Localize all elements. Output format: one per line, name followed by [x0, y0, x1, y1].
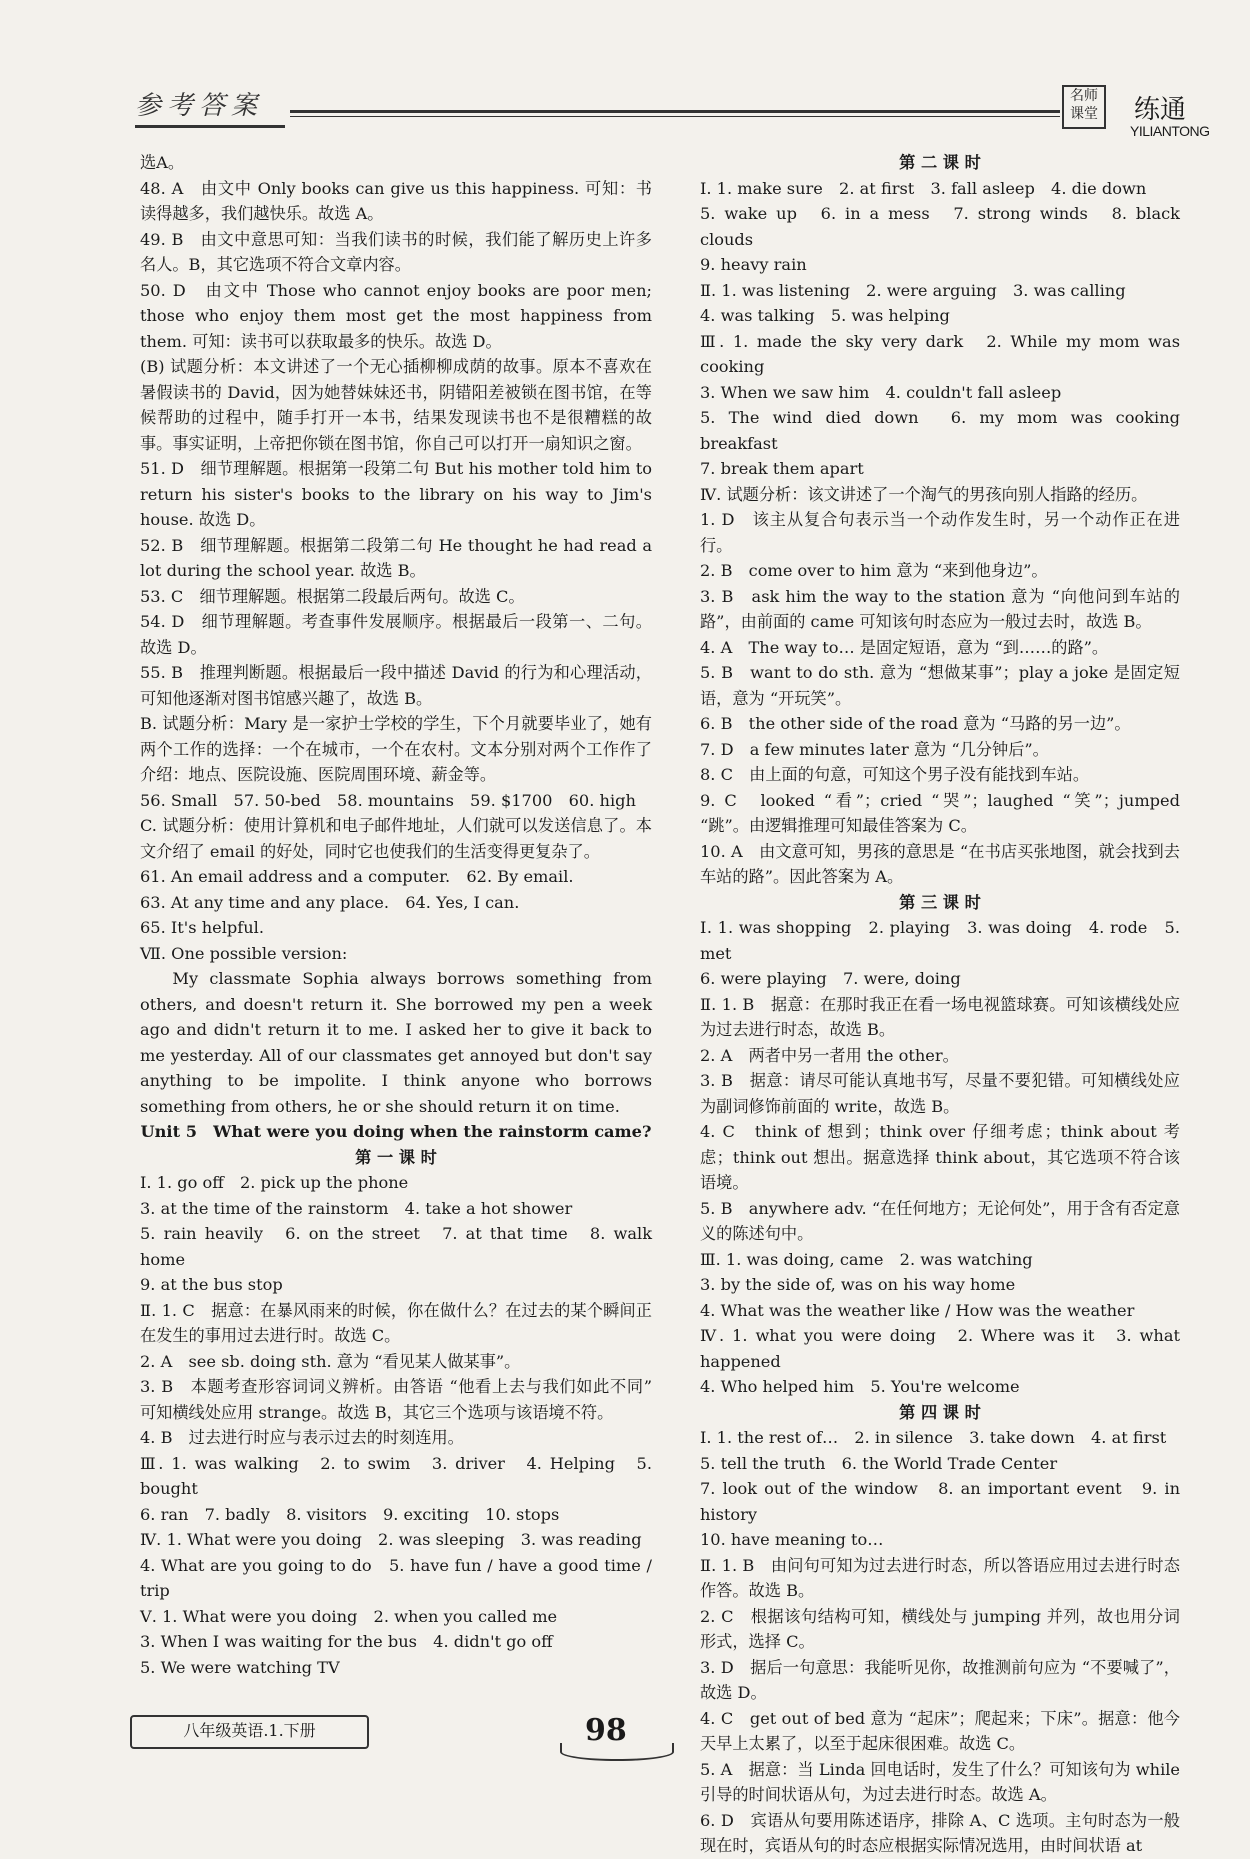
answer-line: 61. An email address and a computer. 62. By email. [140, 867, 574, 886]
answer-line: Ⅶ. One possible version: [140, 943, 348, 963]
answer-line: 5. B want to do sth. 意为 “想做某事”；play a joke 是固定短语，意为 “开玩笑”。 [700, 663, 1180, 708]
answer-line: 6. B the other side of the road 意为 “马路的另一边”。 [700, 714, 1131, 733]
answer-line: 9. at the bus stop [140, 1275, 283, 1294]
answer-line: Ⅰ. 1. the rest of… 2. in silence 3. take down 4. at first [700, 1428, 1167, 1447]
right-column [700, 150, 1180, 1859]
answer-line: 3. When we saw him 4. couldn't fall asleep [700, 382, 1062, 402]
answer-line: 2. C 根据该句结构可知，横线处与 jumping 并列，故也用分词形式，选择 C。 [700, 1606, 1180, 1651]
answer-line: 9. C looked “看”；cried “哭”；laughed “笑”；jumped “跳”。由逻辑推理可知最佳答案为 C。 [700, 790, 1180, 835]
answer-line: 4. A The way to… 是固定短语，意为 “到……的路”。 [700, 637, 1109, 657]
book-title: 八年级英语.1.下册 [130, 1715, 369, 1749]
answer-line: 55. B 推理判断题。根据最后一段中描述 David 的行为和心理活动，可知他逐渐对图书馆感兴趣了，故选 B。 [140, 663, 652, 708]
answer-line: 3. B 据意：请尽可能认真地书写，尽量不要犯错。可知横线处应为副词修饰前面的 write，故选 B。 [700, 1071, 1180, 1116]
answer-line: 5. B anywhere adv. “在任何地方；无论何处”，用于含有否定意义的陈述句中。 [700, 1198, 1180, 1243]
answer-line: 3. B 本题考查形容词词义辨析。由答语 “他看上去与我们如此不同” 可知横线处应用 strange。故选 B，其它三个选项与该语境不符。 [140, 1377, 652, 1422]
answer-line: C. 试题分析：使用计算机和电子邮件地址，人们就可以发送信息了。本文介绍了 email 的好处，同时它也使我们的生活变得更复杂了。 [140, 816, 652, 861]
answer-line: 9. heavy rain [700, 255, 807, 274]
brand-box: 名师课堂 [1062, 85, 1106, 129]
answer-line: 4. B 过去进行时应与表示过去的时刻连用。 [140, 1428, 464, 1447]
answer-line: Ⅱ. 1. was listening 2. were arguing 3. was calling [700, 280, 1126, 300]
answer-line: 53. C 细节理解题。根据第二段最后两句。故选 C。 [140, 586, 525, 606]
answer-line: 6. were playing 7. were, doing [700, 969, 961, 988]
answer-line: 48. A 由文中 Only books can give us this happiness. 可知：书读得越多，我们越快乐。故选 A。 [140, 178, 652, 223]
answer-line: 5. A 据意：当 Linda 回电话时，发生了什么？可知该句为 while 引导的时间状语从句，为过去进行时态。故选 A。 [700, 1759, 1180, 1804]
answer-line: 选A。 [140, 153, 185, 172]
answer-line: 54. D 细节理解题。考查事件发展顺序。根据最后一段第一、二句。故选 D。 [140, 612, 652, 657]
answer-line: My classmate Sophia always borrows something from others, and doesn't return it. She borrowed my pen a week ago and didn't return it to me. I asked her to give it back to me yesterday. All of our classmates get annoyed but don't say anything to be impolite. I think anyone who borrows something from others, he or she should return it on time. [140, 969, 652, 1116]
answer-line: 65. It's helpful. [140, 918, 264, 937]
answer-line: Ⅲ. 1. was doing, came 2. was watching [700, 1249, 1033, 1269]
answer-line: Ⅲ. 1. made the sky very dark 2. While my mom was cooking [700, 331, 1180, 376]
answer-line: 50. D 由文中 Those who cannot enjoy books are poor men; those who enjoy them most get the most happiness from them. 可知：读书可以获取最多的快乐。故选 D。 [140, 280, 652, 351]
answer-line: 5. wake up 6. in a mess 7. strong winds 8. black clouds [700, 204, 1180, 249]
answer-line: 4. C think of 想到；think over 仔细考虑；think about 考虑；think out 想出。据意选择 think about，其它选项不符合该语境。 [700, 1122, 1180, 1192]
left-column [140, 150, 652, 1680]
answer-line: 3. at the time of the rainstorm 4. take a hot shower [140, 1198, 573, 1218]
answer-line: 7. D a few minutes later 意为 “几分钟后”。 [700, 739, 1049, 759]
answer-line: Ⅰ. 1. go off 2. pick up the phone [140, 1173, 409, 1192]
answer-line: 10. have meaning to… [700, 1530, 884, 1549]
answer-line: 49. B 由文中意思可知：当我们读书的时候，我们能了解历史上许多名人。B，其它选项不符合文章内容。 [140, 229, 652, 274]
answer-line: Ⅳ. 1. What were you doing 2. was sleeping 3. was reading [140, 1530, 642, 1549]
answer-line: 4. What was the weather like / How was the weather [700, 1300, 1135, 1320]
answer-line: 8. C 由上面的句意，可知这个男子没有能找到车站。 [700, 765, 1090, 784]
answer-line: 10. A 由文意可知，男孩的意思是 “在书店买张地图，就会找到去车站的路”。因此答案为 A。 [700, 841, 1180, 886]
answer-line: Ⅲ. 1. was walking 2. to swim 3. driver 4. Helping 5. bought [140, 1453, 652, 1498]
answer-line: Ⅱ. 1. B 由问句可知为过去进行时态，所以答语应用过去进行时态作答。故选 B。 [700, 1555, 1180, 1600]
answer-line: 3. B ask him the way to the station 意为 “向他问到车站的路”，由前面的 came 可知该句时态应为一般过去时，故选 B。 [700, 586, 1180, 631]
answer-line: 2. A see sb. doing sth. 意为 “看见某人做某事”。 [140, 1351, 521, 1371]
section-heading: Unit 5 What were you doing when the rainstorm came? [140, 1122, 652, 1141]
answer-line: 3. When I was waiting for the bus 4. didn't go off [140, 1632, 553, 1651]
answer-line: 4. C get out of bed 意为 “起床”；爬起来；下床”。据意：他今天早上太累了，以至于起床很困难。故选 C。 [700, 1708, 1180, 1753]
answer-line: 2. B come over to him 意为 “来到他身边”。 [700, 561, 1048, 580]
answer-line: 56. Small 57. 50-bed 58. mountains 59. $1700 60. high [140, 790, 636, 810]
answer-line: Ⅴ. 1. What were you doing 2. when you called me [140, 1606, 558, 1626]
answer-line: 4. What are you going to do 5. have fun / have a good time / trip [140, 1555, 652, 1600]
answer-line: 51. D 细节理解题。根据第一段第二句 But his mother told him to return his sister's books to the library on his way to Jim's house. 故选 D。 [140, 459, 652, 529]
page-header [0, 0, 1250, 150]
section-heading: 第 一 课 时 [355, 1147, 437, 1167]
answer-line: 7. break them apart [700, 459, 864, 478]
page-number [560, 1705, 680, 1765]
header-rule [290, 110, 1060, 117]
answer-line: 2. A 两者中另一者用 the other。 [700, 1045, 959, 1065]
answer-line: Ⅳ. 1. what you were doing 2. Where was it 3. what happened [700, 1326, 1180, 1371]
answer-line: 6. ran 7. badly 8. visitors 9. exciting 10. stops [140, 1504, 560, 1524]
answer-line: 5. The wind died down 6. my mom was cooking breakfast [700, 408, 1180, 453]
answer-line: Ⅳ. 试题分析：该文讲述了一个淘气的男孩向别人指路的经历。 [700, 484, 1148, 504]
answer-line: 5. We were watching TV [140, 1657, 340, 1677]
answer-line: Ⅱ. 1. B 据意：在那时我正在看一场电视篮球赛。可知该横线处应为过去进行时态，故选 B。 [700, 994, 1180, 1039]
answer-key-logo: 参考答案 [135, 85, 285, 128]
answer-line: B. 试题分析：Mary 是一家护士学校的学生，下个月就要毕业了，她有两个工作的选择：一个在城市，一个在农村。文本分别对两个工作作了介绍：地点、医院设施、医院周围环境、薪金等。 [140, 714, 652, 784]
section-heading: 第 二 课 时 [899, 153, 981, 172]
answer-line: 7. look out of the window 8. an important event 9. in history [700, 1479, 1180, 1524]
page-number-text: 98 [585, 1713, 627, 1748]
answer-line: Ⅱ. 1. C 据意：在暴风雨来的时候，你在做什么？在过去的某个瞬间正在发生的事用过去进行时。故选 C。 [140, 1300, 652, 1345]
answer-line: 4. was talking 5. was helping [700, 306, 950, 325]
answer-line: 52. B 细节理解题。根据第二段第二句 He thought he had read a lot during the school year. 故选 B。 [140, 535, 652, 580]
answer-line: 1. D 该主从复合句表示当一个动作发生时，另一个动作正在进行。 [700, 510, 1180, 555]
answer-line: 63. At any time and any place. 64. Yes, I can. [140, 892, 520, 912]
answer-line: 6. D 宾语从句要用陈述语序，排除 A、C 选项。主句时态为一般现在时，宾语从句的时态应根据实际情况选用，由时间状语 at [700, 1810, 1180, 1855]
brand-name: 练通 [1134, 95, 1187, 125]
answer-line: 4. Who helped him 5. You're welcome [700, 1377, 1020, 1396]
answer-line: Ⅰ. 1. was shopping 2. playing 3. was doing 4. rode 5. met [700, 918, 1180, 963]
answer-line: (B) 试题分析：本文讲述了一个无心插柳柳成荫的故事。原本不喜欢在暑假读书的 David，因为她替妹妹还书，阴错阳差被锁在图书馆，在等候帮助的过程中，随手打开一本书，结果发现读书也不是很糟糕的故事。事实证明，上帝把你锁在图书馆，你自己可以打开一扇知识之窗。 [140, 357, 652, 453]
brand-en: YILIANTONG [1130, 123, 1210, 139]
answer-line: Ⅰ. 1. make sure 2. at first 3. fall asleep 4. die down [700, 178, 1147, 198]
book-icon [560, 1743, 674, 1761]
section-heading: 第 三 课 时 [899, 892, 981, 912]
brand-logo [1062, 85, 1232, 145]
answer-line: 5. rain heavily 6. on the street 7. at that time 8. walk home [140, 1224, 652, 1269]
answer-line: 3. D 据后一句意思：我能听见你，故推测前句应为 “不要喊了”，故选 D。 [700, 1657, 1180, 1702]
answer-line: 3. by the side of, was on his way home [700, 1275, 1016, 1294]
section-heading: 第 四 课 时 [899, 1402, 981, 1422]
answer-line: 5. tell the truth 6. the World Trade Center [700, 1453, 1058, 1473]
